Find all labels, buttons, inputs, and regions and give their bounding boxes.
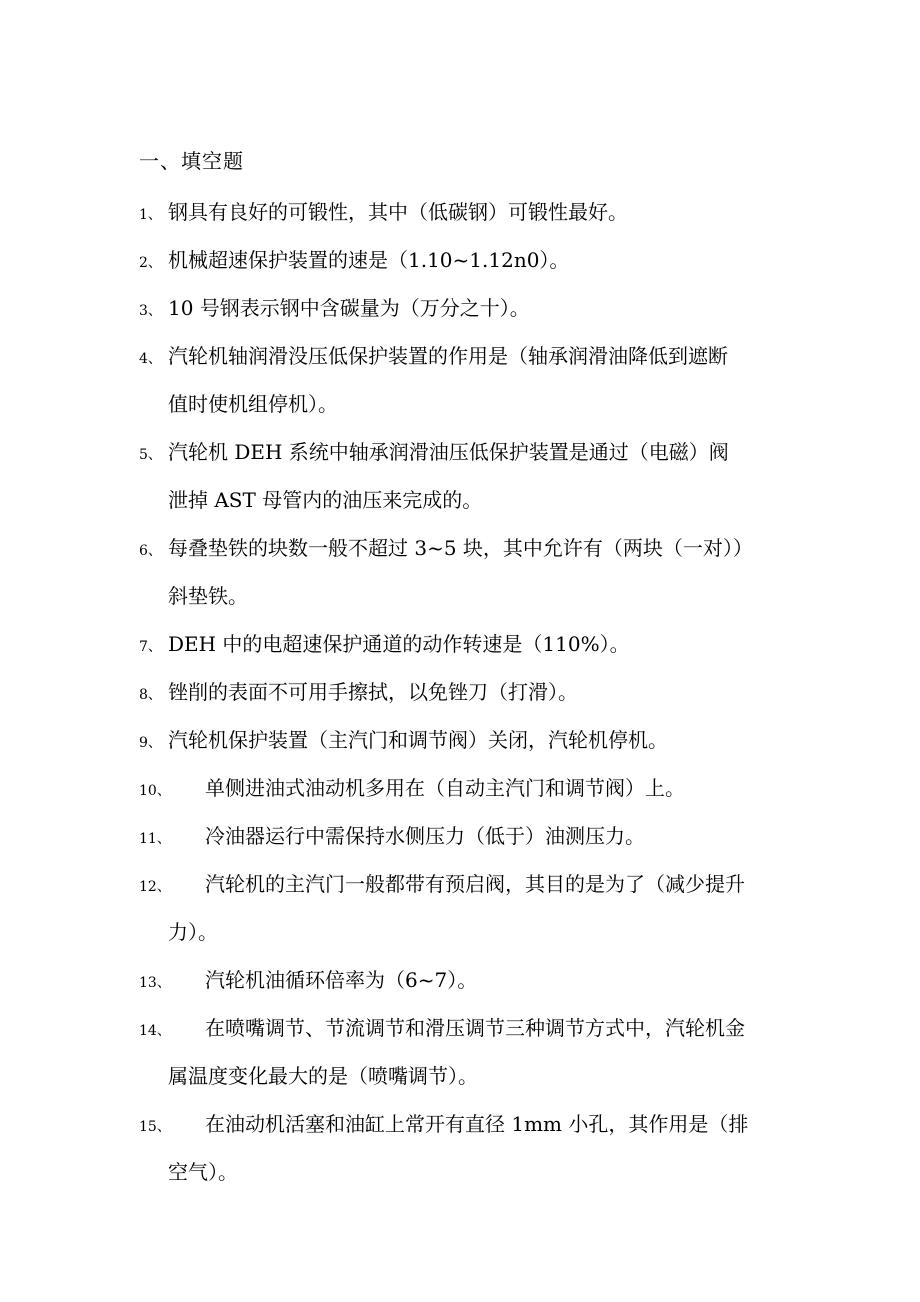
question-text: 汽轮机的主汽门一般都带有预启阀，其目的是为了（减少提升 — [205, 872, 745, 896]
question-text: 汽轮机轴润滑没压低保护装置的作用是（轴承润滑油降低到遮断 — [168, 344, 728, 368]
question-number: 15、 — [139, 1119, 171, 1135]
question-item — [139, 332, 789, 428]
question-number: 12、 — [139, 879, 171, 895]
question-text: 锉削的表面不可用手擦拭，以免锉刀（打滑）。 — [168, 680, 578, 704]
question-text-continued: 空气）。 — [168, 1160, 238, 1184]
question-item — [139, 284, 789, 332]
question-text-continued: 斜垫铁。 — [168, 584, 248, 608]
question-number: 7、 — [139, 639, 162, 655]
question-item — [139, 1004, 789, 1100]
question-item — [139, 668, 789, 716]
question-text: 10 号钢表示钢中含碳量为（万分之十）。 — [168, 296, 530, 320]
section-heading: 一、填空题 — [139, 149, 244, 173]
question-number: 6、 — [139, 543, 162, 559]
question-text: 冷油器运行中需保持水侧压力（低于）油测压力。 — [205, 824, 645, 848]
question-text: 汽轮机 DEH 系统中轴承润滑油压低保护装置是通过（电磁）阀 — [168, 440, 729, 464]
question-number: 4、 — [139, 351, 162, 367]
question-text: 汽轮机保护装置（主汽门和调节阀）关闭，汽轮机停机。 — [168, 728, 668, 752]
question-item — [139, 1100, 789, 1196]
question-item — [139, 524, 789, 620]
question-text: 每叠垫铁的块数一般不超过 3~5 块，其中允许有（两块（一对）） — [168, 536, 753, 560]
question-text: 汽轮机油循环倍率为（6~7）。 — [205, 968, 478, 992]
question-text: 机械超速保护装置的速是（1.10~1.12n0）。 — [168, 248, 570, 272]
question-number: 8、 — [139, 687, 162, 703]
question-number: 5、 — [139, 447, 162, 463]
question-number: 14、 — [139, 1023, 171, 1039]
question-text-continued: 力）。 — [168, 920, 218, 944]
question-item — [139, 860, 789, 956]
question-text-continued: 属温度变化最大的是（喷嘴调节）。 — [168, 1064, 478, 1088]
question-text-continued: 值时使机组停机）。 — [168, 392, 338, 416]
question-number: 10、 — [139, 783, 171, 799]
question-number: 13、 — [139, 975, 171, 991]
question-number: 3、 — [139, 303, 162, 319]
question-number: 2、 — [139, 255, 162, 271]
question-text: 单侧进油式油动机多用在（自动主汽门和调节阀）上。 — [205, 776, 685, 800]
question-text-continued: 泄掉 AST 母管内的油压来完成的。 — [168, 488, 483, 512]
question-text: 在喷嘴调节、节流调节和滑压调节三种调节方式中，汽轮机金 — [205, 1016, 745, 1040]
question-text: DEH 中的电超速保护通道的动作转速是（110%）。 — [168, 632, 630, 656]
question-text: 钢具有良好的可锻性，其中（低碳钢）可锻性最好。 — [168, 200, 628, 224]
question-item — [139, 812, 789, 860]
question-item — [139, 764, 789, 812]
question-item — [139, 716, 789, 764]
question-number: 11、 — [139, 831, 171, 847]
question-item — [139, 188, 789, 236]
question-item — [139, 620, 789, 668]
question-item — [139, 428, 789, 524]
question-text: 在油动机活塞和油缸上常开有直径 1mm 小孔，其作用是（排 — [205, 1112, 749, 1136]
question-number: 9、 — [139, 735, 162, 751]
question-item — [139, 236, 789, 284]
question-number: 1、 — [139, 207, 162, 223]
question-item — [139, 956, 789, 1004]
